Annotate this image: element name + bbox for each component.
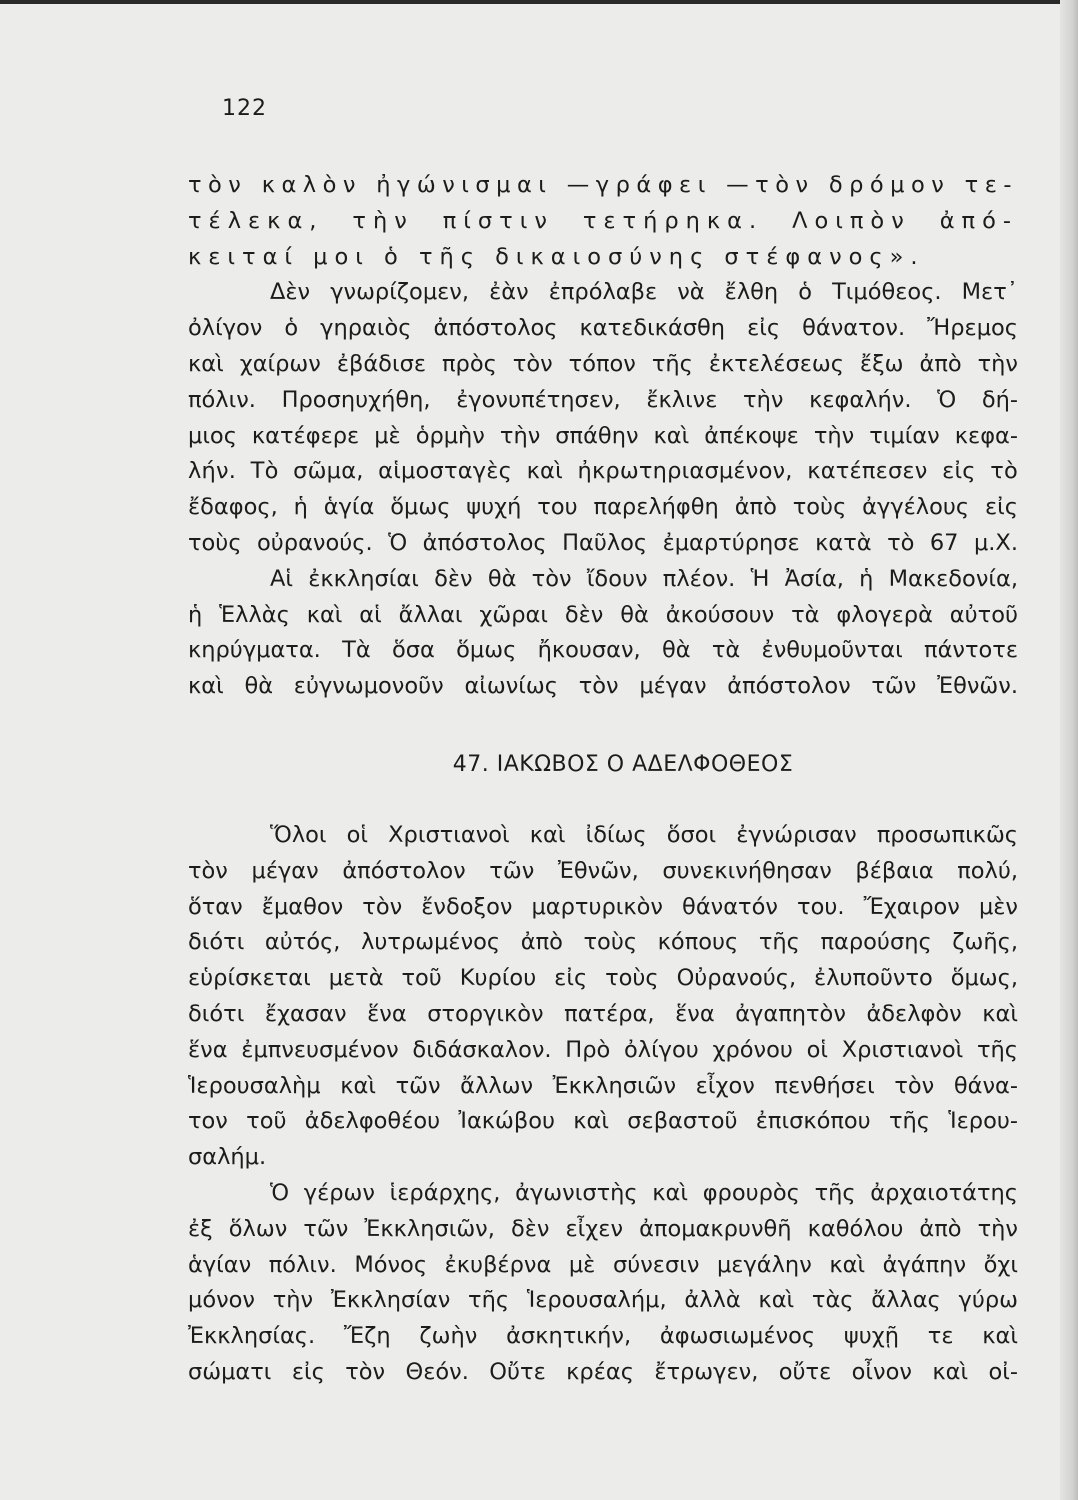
text-line: τὸν μέγαν ἀπόστολον τῶν Ἐθνῶν, συνεκινήθησαν βέβαια πολύ, [188,857,1018,884]
text-line: ὅταν ἔμαθον τὸν ἔνδοξον μαρτυρικὸν θάνατόν του. Ἔχαιρον μὲν [188,893,1018,920]
text-line: κηρύγματα. Τὰ ὅσα ὅμως ἤκουσαν, θὰ τὰ ἐνθυμοῦνται πάντοτε [188,637,1018,664]
text-line: τὸν καλὸν ἠγώνισμαι —γράφει —τὸν δρόμον τε- [188,172,1018,198]
text-line: ἐξ ὅλων τῶν Ἐκκλησιῶν, δὲν εἶχεν ἀπομακρυνθῆ καθόλου ἀπὸ τὴν [188,1215,1018,1242]
text-block-before-heading [188,168,1018,705]
section-heading: 47. ΙΑΚΩΒΟΣ Ο ΑΔΕΛΦΟΘΕΟΣ [452,752,794,777]
text-line: τον τοῦ ἀδελφοθέου Ἰακώβου καὶ σεβαστοῦ ἐπισκόπου τῆς Ἱερου- [188,1108,1018,1135]
text-line: ἔδαφος, ἡ ἁγία ὅμως ψυχή του παρελήφθη ἀπὸ τοὺς ἀγγέλους εἰς [188,494,1018,521]
text-line: Ἱερουσαλὴμ καὶ τῶν ἄλλων Ἐκκλησιῶν εἶχον πενθήσει τὸν θάνα- [188,1072,1018,1099]
text-line: πόλιν. Προσηυχήθη, ἐγονυπέτησεν, ἔκλινε τὴν κεφαλήν. Ὁ δή- [188,386,1018,413]
text-line: λήν. Τὸ σῶμα, αἱμοσταγὲς καὶ ἠκρωτηριασμένον, κατέπεσεν εἰς τὸ [188,458,1018,485]
text-line: διότι ἔχασαν ἕνα στοργικὸν πατέρα, ἕνα ἀγαπητὸν ἀδελφὸν καὶ [188,1000,1018,1027]
text-line: σώματι εἰς τὸν Θεόν. Οὔτε κρέας ἔτρωγεν, οὔτε οἶνον καὶ οἰ- [188,1358,1018,1385]
text-line: καὶ χαίρων ἐβάδισε πρὸς τὸν τόπον τῆς ἐκτελέσεως ἔξω ἀπὸ τὴν [188,350,1018,377]
text-line: σαλήμ. [188,1144,267,1171]
text-block-after-heading [188,818,1018,1391]
text-line: Ὅλοι οἱ Χριστιανοὶ καὶ ἰδίως ὅσοι ἐγνώρισαν προσωπικῶς [270,822,1018,848]
text-line: Ἐκκλησίας. Ἔζη ζωὴν ἀσκητικήν, ἀφωσιωμένος ψυχῇ τε καὶ [188,1323,1018,1350]
text-line: ὀλίγον ὁ γηραιὸς ἀπόστολος κατεδικάσθη εἰς θάνατον. Ἤρεμος [188,315,1018,342]
text-line: Ὁ γέρων ἱεράρχης, ἀγωνιστὴς καὶ φρουρὸς τῆς ἀρχαιοτάτης [270,1179,1018,1206]
text-line: εὑρίσκεται μετὰ τοῦ Κυρίου εἰς τοὺς Οὐρανούς, ἐλυποῦντο ὅμως, [188,965,1018,992]
text-line: μόνον τὴν Ἐκκλησίαν τῆς Ἱερουσαλήμ, ἀλλὰ καὶ τὰς ἄλλας γύρω [188,1287,1018,1314]
scan-top-edge [0,0,1078,4]
page-number: 122 [222,96,267,121]
text-line: ἕνα ἐμπνευσμένον διδάσκαλον. Πρὸ ὀλίγου χρόνου οἱ Χριστιανοὶ τῆς [188,1036,1018,1063]
text-line: ἡ Ἑλλὰς καὶ αἱ ἄλλαι χῶραι δὲν θὰ ἀκούσουν τὰ φλογερὰ αὐτοῦ [188,601,1018,628]
text-line: διότι αὐτός, λυτρωμένος ἀπὸ τοὺς κόπους τῆς παρούσης ζωῆς, [188,929,1018,956]
text-line: Δὲν γνωρίζομεν, ἐὰν ἐπρόλαβε νὰ ἔλθη ὁ Τιμόθεος. Μετ᾽ [270,279,1018,306]
scan-right-edge [1060,0,1078,1500]
text-line: μιος κατέφερε μὲ ὁρμὴν τὴν σπάθην καὶ ἀπέκοψε τὴν τιμίαν κεφα- [188,422,1018,449]
text-line: ἁγίαν πόλιν. Μόνος ἐκυβέρνα μὲ σύνεσιν μεγάλην καὶ ἀγάπην ὄχι [188,1251,1018,1278]
text-line: κειταί μοι ὁ τῆς δικαιοσύνης στέφανος». [188,243,925,270]
text-line: τοὺς οὐρανούς. Ὁ ἀπόστολος Παῦλος ἐμαρτύρησε κατὰ τὸ 67 μ.Χ. [188,529,1018,556]
text-line: καὶ θὰ εὐγνωμονοῦν αἰωνίως τὸν μέγαν ἀπόστολον τῶν Ἐθνῶν. [188,673,1018,700]
text-line: τέλεκα, τὴν πίστιν τετήρηκα. Λοιπὸν ἀπό- [188,207,1018,234]
text-line: Αἱ ἐκκλησίαι δὲν θὰ τὸν ἴδουν πλέον. Ἡ Ἀσία, ἡ Μακεδονία, [270,565,1018,592]
